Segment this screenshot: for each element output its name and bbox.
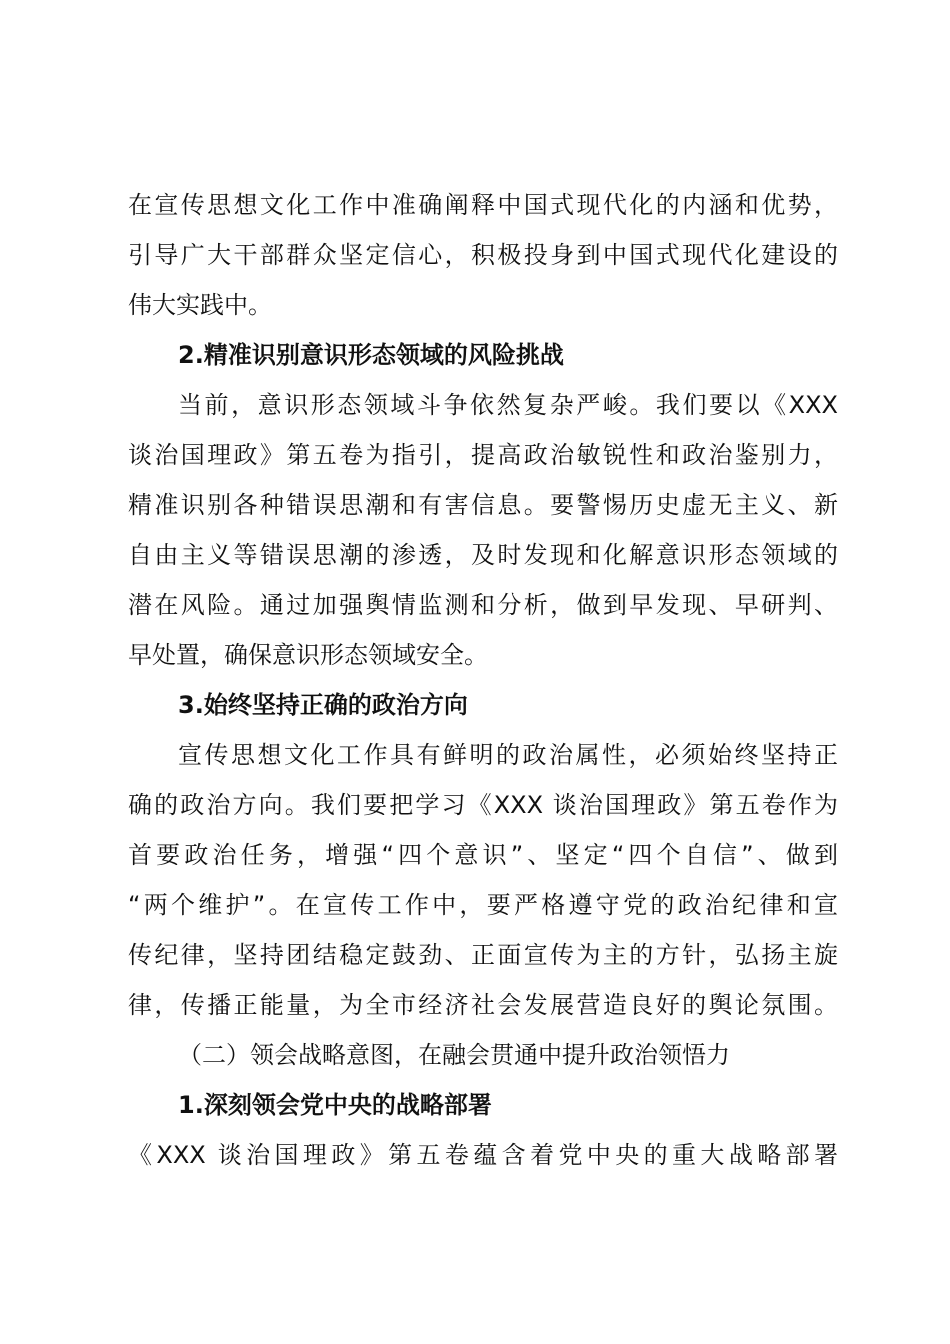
- section-heading: 3.始终坚持正确的政治方向: [178, 691, 468, 719]
- body-text-line: 精准识别各种错误思潮和有害信息。要警惕历史虚无主义、新: [128, 491, 838, 519]
- body-text-line: 潜在风险。通过加强舆情监测和分析，做到早发现、早研判、: [128, 591, 838, 619]
- body-text-line: 伟大实践中。: [128, 291, 272, 319]
- body-text-line: 律，传播正能量，为全市经济社会发展营造良好的舆论氛围。: [128, 991, 838, 1019]
- body-text-line: 确的政治方向。我们要把学习《XXX 谈治国理政》第五卷作为: [128, 791, 838, 819]
- body-text-line: 早处置，确保意识形态领域安全。: [128, 641, 488, 669]
- body-text-line: 自由主义等错误思潮的渗透，及时发现和化解意识形态领域的: [128, 541, 838, 569]
- body-text-line: 谈治国理政》第五卷为指引，提高政治敏锐性和政治鉴别力，: [128, 441, 838, 469]
- body-text-line: 首要政治任务，增强“四个意识”、坚定“四个自信”、做到: [128, 841, 838, 869]
- body-text-line: 在宣传思想文化工作中准确阐释中国式现代化的内涵和优势，: [128, 191, 838, 219]
- body-text-line: “两个维护”。在宣传工作中，要严格遵守党的政治纪律和宣: [128, 891, 838, 919]
- body-text-line: 传纪律，坚持团结稳定鼓劲、正面宣传为主的方针，弘扬主旋: [128, 941, 838, 969]
- body-text-line: 引导广大干部群众坚定信心，积极投身到中国式现代化建设的: [128, 241, 838, 269]
- body-text-line: 当前，意识形态领域斗争依然复杂严峻。我们要以《XXX: [178, 391, 838, 419]
- body-text-line: 宣传思想文化工作具有鲜明的政治属性，必须始终坚持正: [178, 741, 838, 769]
- section-heading: 1.深刻领会党中央的战略部署: [178, 1091, 492, 1119]
- section-heading: 2.精准识别意识形态领域的风险挑战: [178, 341, 564, 369]
- subsection-title: （二）领会战略意图，在融会贯通中提升政治领悟力: [178, 1041, 730, 1069]
- body-text-line: 《XXX 谈治国理政》第五卷蕴含着党中央的重大战略部署: [128, 1141, 838, 1169]
